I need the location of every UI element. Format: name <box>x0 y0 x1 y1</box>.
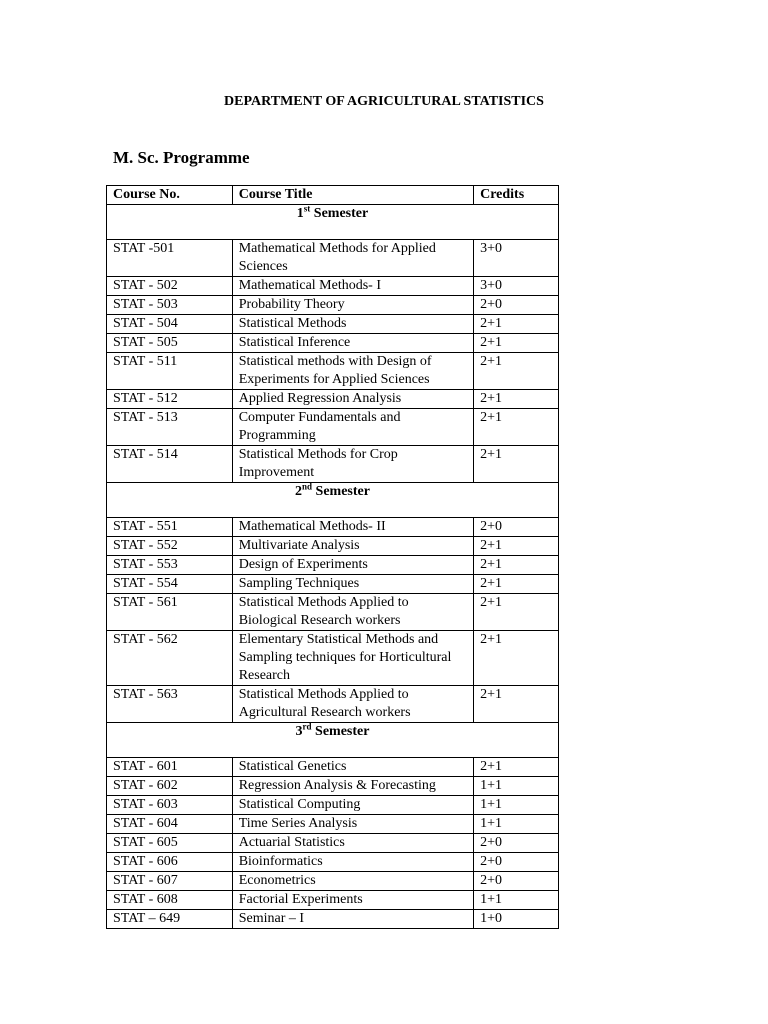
table-row <box>107 446 559 483</box>
table-row <box>107 575 559 594</box>
table-row <box>107 686 559 723</box>
programme-title: M. Sc. Programme <box>113 148 250 167</box>
course-credits: 2+0 <box>474 296 559 315</box>
semester-row <box>107 205 559 240</box>
course-credits: 3+0 <box>474 240 559 277</box>
semester-number: 1 <box>296 206 304 221</box>
course-number: STAT - 502 <box>107 277 233 296</box>
course-credits: 2+1 <box>474 594 559 631</box>
course-number: STAT -501 <box>107 240 233 277</box>
course-number: STAT - 504 <box>107 315 233 334</box>
course-title: Statistical Computing <box>232 796 473 815</box>
course-title: Mathematical Methods- II <box>232 518 473 537</box>
course-number: STAT - 604 <box>107 815 233 834</box>
table-row <box>107 594 559 631</box>
course-title: Statistical Inference <box>232 334 473 353</box>
course-credits: 2+0 <box>474 872 559 891</box>
course-title: Factorial Experiments <box>232 891 473 910</box>
course-credits: 1+0 <box>474 910 559 929</box>
course-credits: 1+1 <box>474 777 559 796</box>
table-row <box>107 891 559 910</box>
course-number: STAT - 505 <box>107 334 233 353</box>
course-title: Econometrics <box>232 872 473 891</box>
course-number: STAT - 554 <box>107 575 233 594</box>
course-credits: 1+1 <box>474 815 559 834</box>
table-row <box>107 334 559 353</box>
semester-heading <box>107 205 559 240</box>
table-row <box>107 815 559 834</box>
course-title: Elementary Statistical Methods and Sampling techniques for Horticultural Research <box>232 631 473 686</box>
course-number: STAT - 513 <box>107 409 233 446</box>
course-title: Statistical methods with Design of Experiments for Applied Sciences <box>232 353 473 390</box>
table-row <box>107 777 559 796</box>
semester-heading <box>107 723 559 758</box>
course-number: STAT - 551 <box>107 518 233 537</box>
course-credits: 2+1 <box>474 556 559 575</box>
header-course-no: Course No. <box>107 186 233 205</box>
table-row <box>107 277 559 296</box>
course-number: STAT - 605 <box>107 834 233 853</box>
table-row <box>107 409 559 446</box>
course-credits: 2+1 <box>474 686 559 723</box>
course-title: Sampling Techniques <box>232 575 473 594</box>
table-row <box>107 631 559 686</box>
table-row <box>107 315 559 334</box>
course-title: Time Series Analysis <box>232 815 473 834</box>
course-credits: 2+1 <box>474 758 559 777</box>
course-credits: 2+1 <box>474 446 559 483</box>
course-credits: 2+1 <box>474 537 559 556</box>
course-number: STAT - 606 <box>107 853 233 872</box>
course-number: STAT - 563 <box>107 686 233 723</box>
course-title: Multivariate Analysis <box>232 537 473 556</box>
course-credits: 1+1 <box>474 891 559 910</box>
course-title: Probability Theory <box>232 296 473 315</box>
semester-heading <box>107 483 559 518</box>
course-number: STAT - 562 <box>107 631 233 686</box>
semester-ordinal: rd <box>302 721 312 732</box>
semester-number: 2 <box>295 484 303 499</box>
semester-ordinal: nd <box>302 481 313 492</box>
course-number: STAT - 511 <box>107 353 233 390</box>
semester-label: Semester <box>315 724 370 739</box>
course-number: STAT - 503 <box>107 296 233 315</box>
course-number: STAT - 602 <box>107 777 233 796</box>
course-credits: 2+1 <box>474 631 559 686</box>
table-row <box>107 872 559 891</box>
course-credits: 2+1 <box>474 334 559 353</box>
department-title: DEPARTMENT OF AGRICULTURAL STATISTICS <box>224 94 544 109</box>
course-credits: 2+1 <box>474 353 559 390</box>
course-title: Statistical Methods Applied to Biological Research workers <box>232 594 473 631</box>
course-title: Computer Fundamentals and Programming <box>232 409 473 446</box>
table-row <box>107 834 559 853</box>
table-header-row <box>107 186 559 205</box>
semester-number: 3 <box>295 724 303 739</box>
course-number: STAT - 512 <box>107 390 233 409</box>
semester-label: Semester <box>315 484 370 499</box>
course-credits: 2+1 <box>474 409 559 446</box>
course-credits: 2+1 <box>474 390 559 409</box>
course-title: Statistical Genetics <box>232 758 473 777</box>
course-number: STAT - 607 <box>107 872 233 891</box>
header-credits: Credits <box>474 186 559 205</box>
course-title: Statistical Methods <box>232 315 473 334</box>
course-number: STAT - 603 <box>107 796 233 815</box>
course-number: STAT - 552 <box>107 537 233 556</box>
course-credits: 2+0 <box>474 853 559 872</box>
course-number: STAT - 608 <box>107 891 233 910</box>
course-credits: 2+0 <box>474 518 559 537</box>
semester-row <box>107 723 559 758</box>
course-credits: 1+1 <box>474 796 559 815</box>
course-title: Mathematical Methods for Applied Sciences <box>232 240 473 277</box>
table-row <box>107 537 559 556</box>
course-title: Applied Regression Analysis <box>232 390 473 409</box>
table-row <box>107 853 559 872</box>
course-credits: 3+0 <box>474 277 559 296</box>
course-title: Mathematical Methods- I <box>232 277 473 296</box>
course-number: STAT – 649 <box>107 910 233 929</box>
course-number: STAT - 553 <box>107 556 233 575</box>
course-number: STAT - 514 <box>107 446 233 483</box>
course-title: Actuarial Statistics <box>232 834 473 853</box>
table-row <box>107 796 559 815</box>
table-row <box>107 758 559 777</box>
table-row <box>107 556 559 575</box>
course-title: Design of Experiments <box>232 556 473 575</box>
course-credits: 2+0 <box>474 834 559 853</box>
course-title: Statistical Methods Applied to Agricultural Research workers <box>232 686 473 723</box>
semester-label: Semester <box>313 206 369 221</box>
course-credits: 2+1 <box>474 575 559 594</box>
course-title: Seminar – I <box>232 910 473 929</box>
course-title: Bioinformatics <box>232 853 473 872</box>
table-row <box>107 240 559 277</box>
table-row <box>107 518 559 537</box>
course-number: STAT - 561 <box>107 594 233 631</box>
course-table <box>106 185 559 929</box>
course-title: Statistical Methods for Crop Improvement <box>232 446 473 483</box>
semester-ordinal: st <box>303 203 311 214</box>
course-number: STAT - 601 <box>107 758 233 777</box>
course-title: Regression Analysis & Forecasting <box>232 777 473 796</box>
table-row <box>107 390 559 409</box>
table-row <box>107 910 559 929</box>
table-row <box>107 353 559 390</box>
semester-row <box>107 483 559 518</box>
header-course-title: Course Title <box>232 186 473 205</box>
table-row <box>107 296 559 315</box>
course-credits: 2+1 <box>474 315 559 334</box>
